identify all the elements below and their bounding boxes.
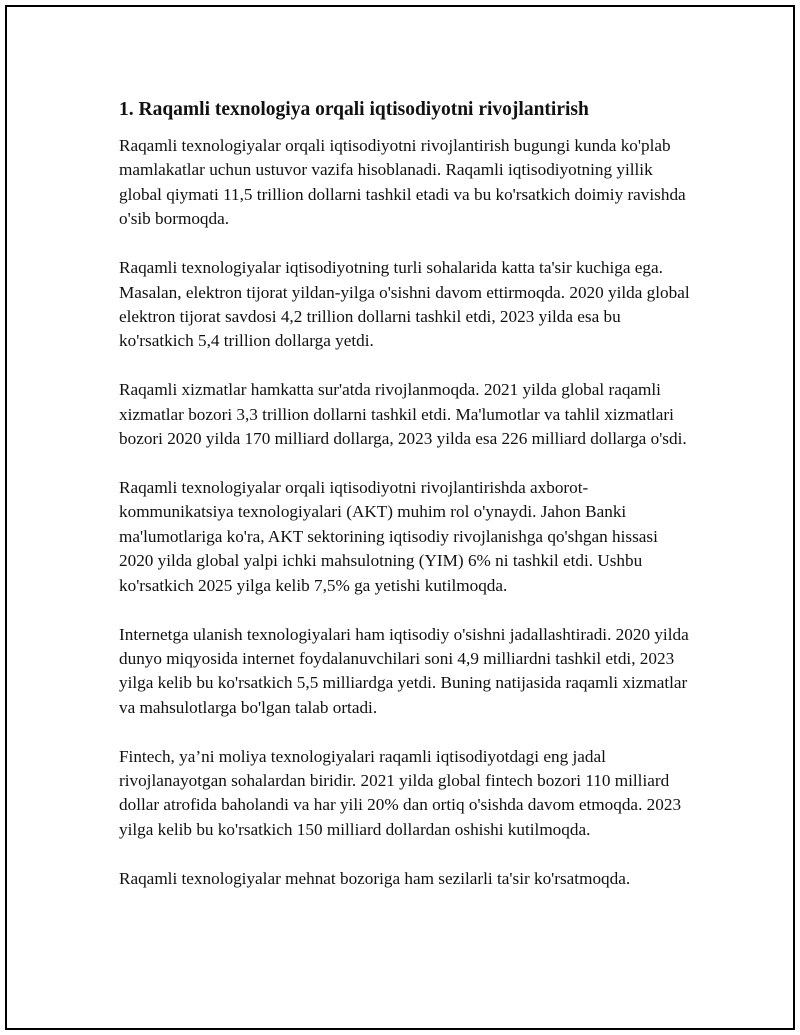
document-body	[119, 96, 695, 916]
section-heading: 1. Raqamli texnologiya orqali iqtisodiyotni rivojlantirish	[119, 99, 589, 120]
paragraph-digital-economy-priority: Raqamli texnologiyalar orqali iqtisodiyotni rivojlantirish bugungi kunda ko'plab mamlakatlar uchun ustuvor vazifa hisoblanadi. Raqamli iqtisodiyotning yillik global qiymati 11,5 trillion dollarni tashkil etadi va bu ko'rsatkich doimiy ravishda o'sib bormoqda.	[119, 136, 686, 229]
paragraph-digital-services: Raqamli xizmatlar hamkatta sur'atda rivojlanmoqda. 2021 yilda global raqamli xizmatlar bozori 3,3 trillion dollarni tashkil etdi. Ma'lumotlar va tahlil xizmatlari bozori 2020 yilda 170 milliard dollarga, 2023 yilda esa 226 milliard dollarga o'sdi.	[119, 380, 687, 449]
paragraph-ict-sector: Raqamli texnologiyalar orqali iqtisodiyotni rivojlantirishda axborot-kommunikatsiya texnologiyalari (AKT) muhim rol o'ynaydi. Jahon Banki ma'lumotlariga ko'ra, AKT sektorining iqtisodiy rivojlanishga qo'shgan hissasi 2020 yilda global yalpi ichki mahsulotning (YIM) 6% ni tashkil etdi. Ushbu ko'rsatkich 2025 yilga kelib 7,5% ga yetishi kutilmoqda.	[119, 477, 658, 595]
paragraph-fintech: Fintech, ya’ni moliya texnologiyalari raqamli iqtisodiyotdagi eng jadal rivojlanayotgan sohalardan biridir. 2021 yilda global fintech bozori 110 milliard dollar atrofida baholandi va har yili 20% dan ortiq o'sishda davom etmoqda. 2023 yilga kelib bu ko'rsatkich 150 milliard dollardan oshishi kutilmoqda.	[119, 746, 682, 839]
paragraph-internet-connectivity: Internetga ulanish texnologiyalari ham iqtisodiy o'sishni jadallashtiradi. 2020 yilda dunyo miqyosida internet foydalanuvchilari soni 4,9 milliardni tashkil etdi, 2023 yilga kelib bu ko'rsatkich 5,5 milliardga yetdi. Buning natijasida raqamli xizmatlar va mahsulotlarga bo'lgan talab ortadi.	[119, 624, 689, 717]
page-frame	[5, 5, 795, 1030]
paragraph-labor-market: Raqamli texnologiyalar mehnat bozoriga ham sezilarli ta'sir ko'rsatmoqda.	[119, 868, 631, 888]
paragraph-e-commerce: Raqamli texnologiyalar iqtisodiyotning turli sohalarida katta ta'sir kuchiga ega. Masalan, elektron tijorat yildan-yilga o'sishni davom ettirmoqda. 2020 yilda global elektron tijorat savdosi 4,2 trillion dollarni tashkil etdi, 2023 yilda esa bu ko'rsatkich 5,4 trillion dollarga yetdi.	[119, 258, 690, 351]
